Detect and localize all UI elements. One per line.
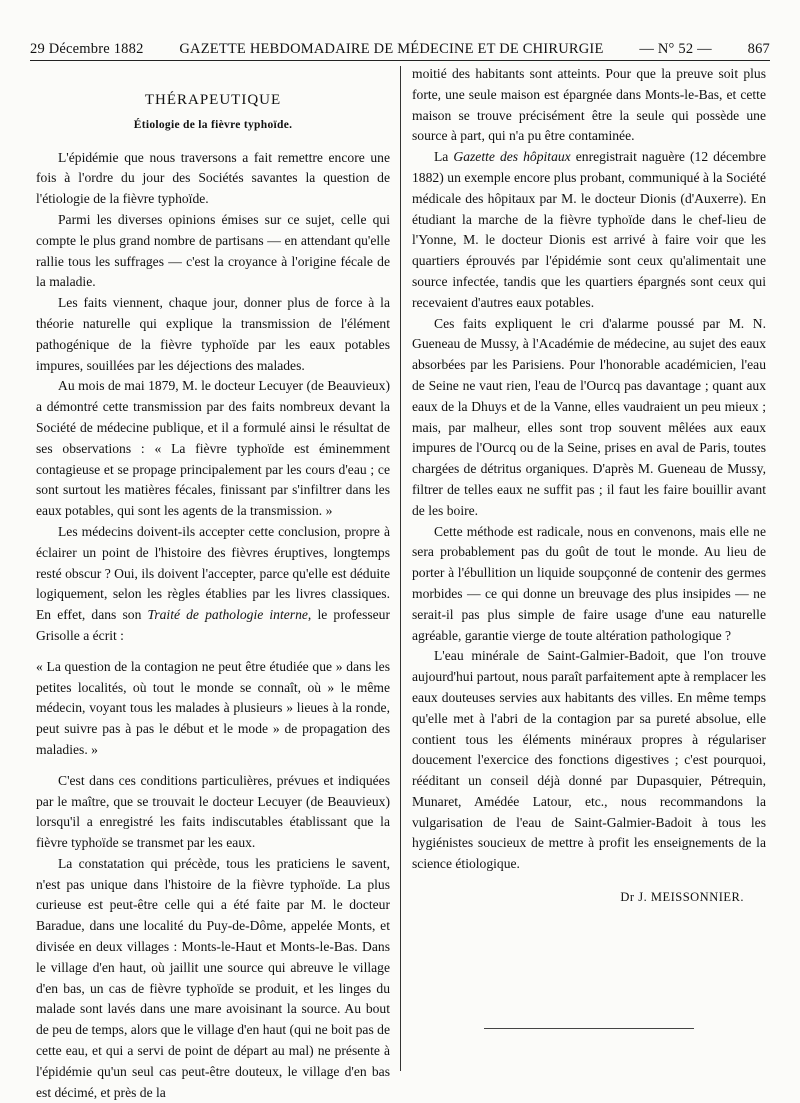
- text-run: Les médecins doivent-ils accepter cette conclusion, propre à éclairer un point de l'histoire des fièvres éruptives, longtemps resté obscur ? Oui, ils doivent l'accepter, parce qu'elle est déduite logiquement, selon les règles établies par les livres classiques. En effet, dans son: [36, 523, 390, 623]
- paragraph: Parmi les diverses opinions émises sur ce sujet, celle qui compte le plus grand nombre de partisans — en attendant qu'elle rallie tous les suffrages — c'est la croyance à l'origine fécale de la maladie.: [36, 211, 390, 290]
- page-header: [30, 37, 770, 61]
- column-divider: [400, 66, 401, 1071]
- author-signature: Dr J. MEISSONNIER.: [620, 890, 744, 905]
- paragraph: [36, 522, 390, 647]
- paragraph: [412, 147, 766, 313]
- paragraph: C'est dans ces conditions particulières, prévues et indiquées par le maître, que se trouvait le docteur Lecuyer (de Beauvieux) lorsqu'il a enregistré les faits indiscutables établissant que la fièvre typhoïde se transmet par les eaux.: [36, 772, 390, 851]
- header-journal-title: GAZETTE HEBDOMADAIRE DE MÉDECINE ET DE CHIRURGIE: [179, 40, 604, 57]
- article-title: Étiologie de la fièvre typhoïde.: [133, 118, 293, 131]
- block-quote: [36, 657, 390, 761]
- paragraph: L'épidémie que nous traversons a fait remettre encore une fois à l'ordre du jour des Sociétés savantes la question de l'étiologie de la fièvre typhoïde.: [36, 149, 390, 207]
- paragraph: Ces faits expliquent le cri d'alarme poussé par M. N. Gueneau de Mussy, à l'Académie de médecine, au sujet des eaux absorbées par les Parisiens. Pour l'honorable académicien, l'eau de Seine ne vaut rien, l'eau de l'Ourcq pas davantage ; quant aux eaux de la Dhuys et de la Vanne, elles vaudraient un peu mieux ; mais, par malheur, elles sont trop souvent mêlées aux eaux impures de l'Ourcq ou de la Seine, prises en aval de Paris, toutes chargées de détritus organiques. D'après M. Gueneau de Mussy, filtrer de telles eaux ne suffit pas ; il faut les faire bouillir avant de les boire.: [412, 315, 766, 518]
- header-rule: [30, 60, 770, 61]
- text-run: enregistrait naguère (12 décembre 1882) un exemple encore plus probant, communiqué à la Société médicale des hôpitaux par M. le docteur Dionis (d'Auxerre). En étudiant la marche de la fièvre typhoïde dans le chef-lieu de l'Yonne, M. le docteur Dionis est arrivé à faire voir que les quartiers éprouvés par l'épidémie sont ceux qu'alimentait une source infectée, tandis que les quartiers épargnés sont ceux qui recevaient d'autres eaux potables.: [412, 149, 766, 310]
- header-page-number: 867: [747, 40, 770, 57]
- header-date: 29 Décembre 1882: [30, 40, 144, 57]
- text-run: , le professeur Grisolle a écrit :: [36, 607, 391, 643]
- paragraph-continuation: moitié des habitants sont atteints. Pour que la preuve soit plus forte, une seule maison est épargnée dans Monts-le-Bas, et cette maison se trouve précisément être la seule qui possède une source à part, qui n'a pu être contaminée.: [412, 66, 766, 144]
- journal-name: Gazette des hôpitaux: [453, 149, 571, 165]
- paragraph: La constatation qui précède, tous les praticiens le savent, n'est pas unique dans l'histoire de la fièvre typhoïde. La plus curieuse est peut-être celle qui a été faite par M. le docteur Baradue, dans une localité du Puy-de-Dôme, appelée Monts, et divisée en deux villages : Monts-le-Haut et Monts-le-Bas. Dans le village d'en haut, où jaillit une source qui abreuve le village d'en bas, un cas de fièvre typhoïde se produit, et les linges du malade sont lavés dans une mare avoisinant la source. Au bout de peu de temps, alors que le village d'en haut (qui ne boit pas de cette eau, et qui a servi de point de départ au mal) ne présente à l'épidémie qu'un seul cas peut-être douteux, le village d'en bas est décimé, et près de la: [36, 855, 390, 1100]
- header-issue-number: — N° 52 —: [639, 40, 712, 57]
- end-rule: [484, 1028, 694, 1029]
- paragraph: Les faits viennent, chaque jour, donner plus de force à la théorie naturelle qui explique la transmission de l'élément pathogénique de la fièvre typhoïde par les eaux potables impures, souillées par les déjections des malades.: [36, 295, 390, 373]
- section-title: THÉRAPEUTIQUE: [144, 92, 282, 108]
- right-column: [412, 64, 766, 1029]
- left-column: [36, 64, 390, 1103]
- quote-text: « La question de la contagion ne peut être étudiée que » dans les petites localités, où tout le monde se connaît, où » le même médecin, voyant tous les malades à plusieurs » lieues à la ronde, peut suivre pas à pas le début et le mode » de propagation des maladies. »: [36, 658, 390, 757]
- paragraph: Cette méthode est radicale, nous en convenons, mais elle ne sera probablement pas du goût de tout le monde. Au lieu de porter à l'ébullition un liquide soupçonné de contenir des germes morbides — ce qui donne un breuvage des plus insipides — ne serait-il pas plus simple de faire usage d'une eau naturelle agréable, garantie vierge de toute altération pathologique ?: [412, 523, 766, 643]
- paragraph: Au mois de mai 1879, M. le docteur Lecuyer (de Beauvieux) a démontré cette transmission par des faits nombreux devant la Société de médecine publique, et il a formulé ainsi le résultat de ses observations : « La fièvre typhoïde est éminemment contagieuse et se propage principalement par les cours d'eau ; ce sont surtout les matières fécales, finissant par s'infiltrer dans les eaux potables, qui sont les agents de la transmission. »: [36, 378, 390, 519]
- book-title: Traité de pathologie interne: [147, 607, 308, 623]
- text-run: La: [434, 149, 454, 165]
- paragraph: L'eau minérale de Saint-Galmier-Badoit, que l'on trouve aujourd'hui partout, nous paraît parfaitement apte à remplacer les eaux douteuses servies aux habitants des villes. En même temps qu'elle met à l'abri de la contagion par sa pureté absolue, elle contient tous les éléments minéraux propres à régulariser doucement l'exercice des fonctions digestives ; c'est pourquoi, rééditant un conseil déjà donné par Dupasquier, Pétrequin, Munaret, Amédée Latour, etc., nous recommandons la vulgarisation de l'eau de Saint-Galmier-Badoit à tous les hygiénistes soucieux de mettre à profit les enseignements de la science étiologique.: [412, 648, 766, 872]
